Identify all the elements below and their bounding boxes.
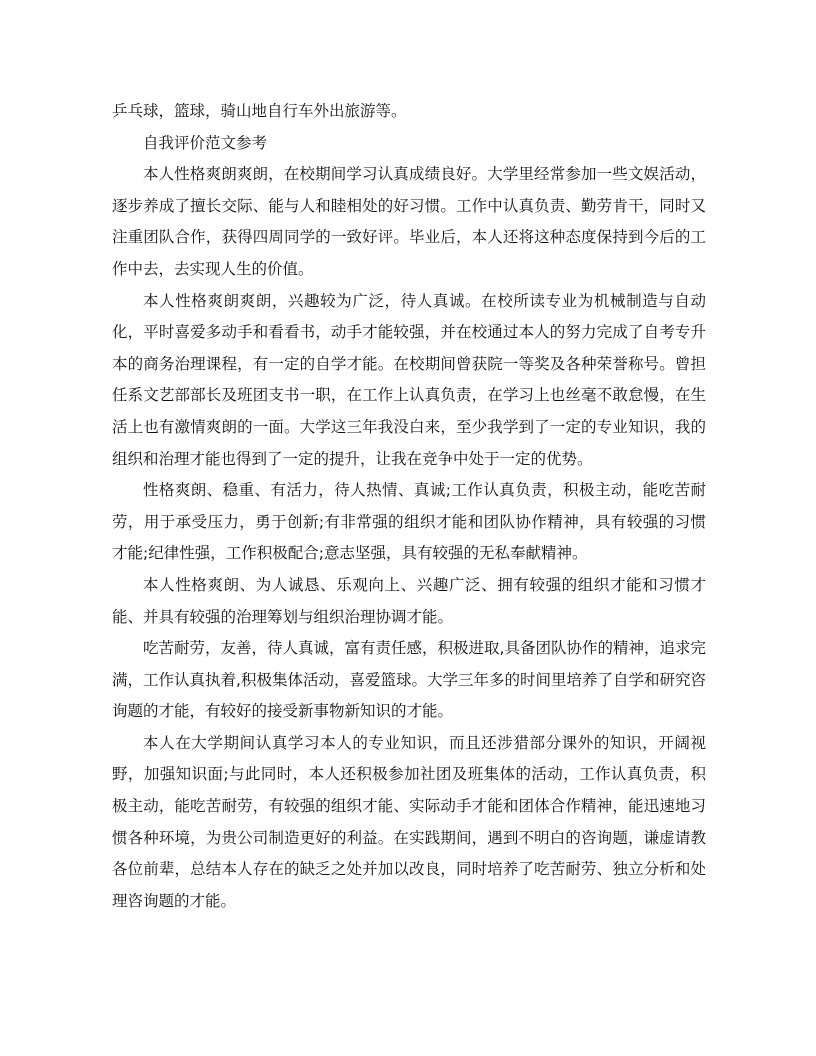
paragraph-hobbies-continuation: 乒乓球，篮球，骑山地自行车外出旅游等。 [112, 102, 407, 120]
paragraph: 本人性格爽朗爽朗，在校期间学习认真成绩良好。大学里经常参加一些文娱活动，逐步养成了擅长交际、能与人和睦相处的好习惯。工作中认真负责、勤劳肯干，同时又注重团队合作，获得四周同学的一致好评。毕业后，本人还将这种态度保持到今后的工作中去，去实现人生的价值。 [112, 165, 706, 278]
paragraph: 本人在大学期间认真学习本人的专业知识，而且还涉猎部分课外的知识，开阔视野，加强知识面;与此同时，本人还积极参加社团及班集体的活动，工作认真负责，积极主动，能吃苦耐劳，有较强的组织才能、实际动手才能和团体合作精神，能迅速地习惯各种环境，为贵公司制造更好的利益。在实践期间，遇到不明白的咨询题，谦虚请教各位前辈，总结本人存在的缺乏之处并加以改良，同时培养了吃苦耐劳、独立分析和处理咨询题的才能。 [112, 733, 706, 910]
paragraph: 本人性格爽朗、为人诚恳、乐观向上、兴趣广泛、拥有较强的组织才能和习惯才能、并具有较强的治理筹划与组织治理协调才能。 [112, 575, 706, 626]
document-body [112, 96, 706, 917]
section-heading: 自我评价范文参考 [143, 133, 268, 152]
paragraph: 吃苦耐劳，友善，待人真诚，富有责任感，积极进取,具备团队协作的精神，追求完满，工作认真执着,积极集体活动，喜爱篮球。大学三年多的时间里培养了自学和研究咨询题的才能，有较好的接受新事物新知识的才能。 [112, 639, 706, 721]
paragraph: 本人性格爽朗爽朗，兴趣较为广泛，待人真诚。在校所读专业为机械制造与自动化，平时喜爱多动手和看看书，动手才能较强，并在校通过本人的努力完成了自考专升本的商务治理课程，有一定的自学才能。在校期间曾获院一等奖及各种荣誉称号。曾担任系文艺部部长及班团支书一职，在工作上认真负责，在学习上也丝毫不敢怠慢，在生活上也有激情爽朗的一面。大学这三年我没白来，至少我学到了一定的专业知识，我的组织和治理才能也得到了一定的提升，让我在竞争中处于一定的优势。 [112, 291, 706, 468]
paragraph: 性格爽朗、稳重、有活力，待人热情、真诚;工作认真负责，积极主动，能吃苦耐劳，用于承受压力，勇于创新;有非常强的组织才能和团队协作精神，具有较强的习惯才能;纪律性强，工作积极配合;意志坚强，具有较强的无私奉献精神。 [112, 481, 706, 563]
